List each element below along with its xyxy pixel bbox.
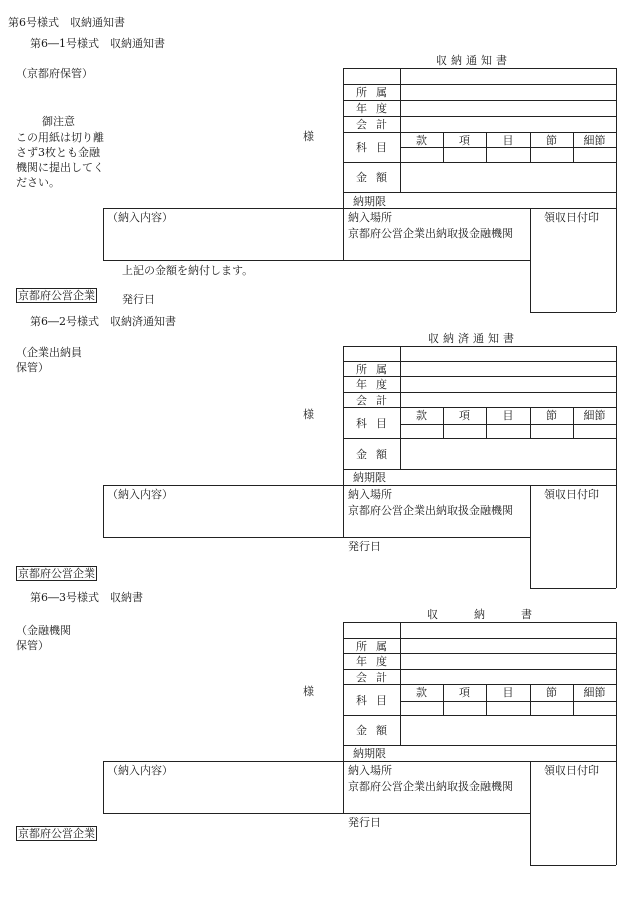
row-kaikei: 会計	[356, 118, 396, 131]
nounyu-naiyo-label: （納入内容）	[107, 488, 173, 501]
hakko-bi-label: 発行日	[122, 293, 155, 306]
kamoku-header-saisetsu: 細節	[583, 134, 606, 147]
form-subtitle: 第6―1号様式 収納通知書	[30, 37, 165, 50]
row-nounyu-kigen: 納期限	[353, 195, 386, 208]
nounyu-naiyo-label: （納入内容）	[107, 211, 173, 224]
nounyu-basho-value: 京都府公営企業出納取扱金融機関	[348, 227, 513, 240]
table-title: 収納済通知書	[428, 332, 518, 345]
receipt-stamp-label: 領収日付印	[544, 211, 599, 224]
nounyu-basho-value: 京都府公営企業出納取扱金融機関	[348, 780, 513, 793]
row-kamoku: 科目	[356, 694, 396, 707]
row-kingaku: 金額	[356, 724, 396, 737]
kamoku-header-moku: 目	[502, 134, 514, 147]
kamoku-header-setsu: 節	[546, 686, 557, 699]
kamoku-header-moku: 目	[502, 409, 514, 422]
kamoku-header-setsu: 節	[546, 409, 557, 422]
hakko-bi-label: 発行日	[348, 540, 381, 553]
kamoku-header-kou: 項	[459, 134, 470, 147]
nounyu-naiyo-label: （納入内容）	[107, 764, 173, 777]
notice-body: この用紙は切り離さず3枚とも金融機関に提出してください。	[16, 131, 104, 189]
kamoku-header-kan: 款	[416, 134, 427, 147]
row-kaikei: 会計	[356, 394, 396, 407]
row-kamoku: 科目	[356, 417, 396, 430]
sama-label: 様	[303, 685, 314, 698]
custody-label: （企業出納員	[16, 346, 82, 359]
kamoku-header-kan: 款	[416, 409, 427, 422]
row-shozoku: 所属	[356, 86, 396, 99]
hakko-bi-label: 発行日	[348, 816, 381, 829]
page-form-title: 第6号様式 収納通知書	[8, 16, 125, 29]
custody-label-2: 保管）	[16, 639, 49, 652]
receipt-stamp-label: 領収日付印	[544, 764, 599, 777]
row-shozoku: 所属	[356, 363, 396, 376]
nounyu-basho-label: 納入場所	[348, 764, 392, 777]
form-subtitle: 第6―2号様式 収納済通知書	[30, 315, 176, 328]
kamoku-header-kan: 款	[416, 686, 427, 699]
row-nounyu-kigen: 納期限	[353, 747, 386, 760]
row-kamoku: 科目	[356, 141, 396, 154]
row-shozoku: 所属	[356, 640, 396, 653]
row-kingaku: 金額	[356, 448, 396, 461]
row-nendo: 年度	[356, 378, 396, 391]
table-title: 収納通知書	[436, 54, 511, 67]
kamoku-header-saisetsu: 細節	[583, 686, 606, 699]
row-kingaku: 金額	[356, 171, 396, 184]
sama-label: 様	[303, 130, 314, 143]
custody-label: （京都府保管）	[16, 67, 93, 80]
row-kaikei: 会計	[356, 671, 396, 684]
table-title: 収納書	[427, 608, 568, 621]
row-nendo: 年度	[356, 655, 396, 668]
custody-label: （金融機関	[16, 624, 71, 637]
row-nounyu-kigen: 納期限	[353, 471, 386, 484]
sama-label: 様	[303, 408, 314, 421]
issuer-name: 京都府公営企業	[18, 827, 95, 840]
kamoku-header-kou: 項	[459, 409, 470, 422]
form-subtitle: 第6―3号様式 収納書	[30, 591, 143, 604]
nounyu-basho-label: 納入場所	[348, 488, 392, 501]
custody-label-2: 保管）	[16, 361, 49, 374]
notice-title: 御注意	[42, 115, 75, 128]
kamoku-header-moku: 目	[502, 686, 514, 699]
kamoku-header-kou: 項	[459, 686, 470, 699]
receipt-stamp-label: 領収日付印	[544, 488, 599, 501]
issuer-name: 京都府公営企業	[18, 567, 95, 580]
row-nendo: 年度	[356, 102, 396, 115]
nounyu-basho-value: 京都府公営企業出納取扱金融機関	[348, 504, 513, 517]
issuer-name: 京都府公営企業	[18, 289, 95, 302]
nounyu-basho-label: 納入場所	[348, 211, 392, 224]
statement-text: 上記の金額を納付します。	[122, 264, 254, 277]
kamoku-header-setsu: 節	[546, 134, 557, 147]
kamoku-header-saisetsu: 細節	[583, 409, 606, 422]
